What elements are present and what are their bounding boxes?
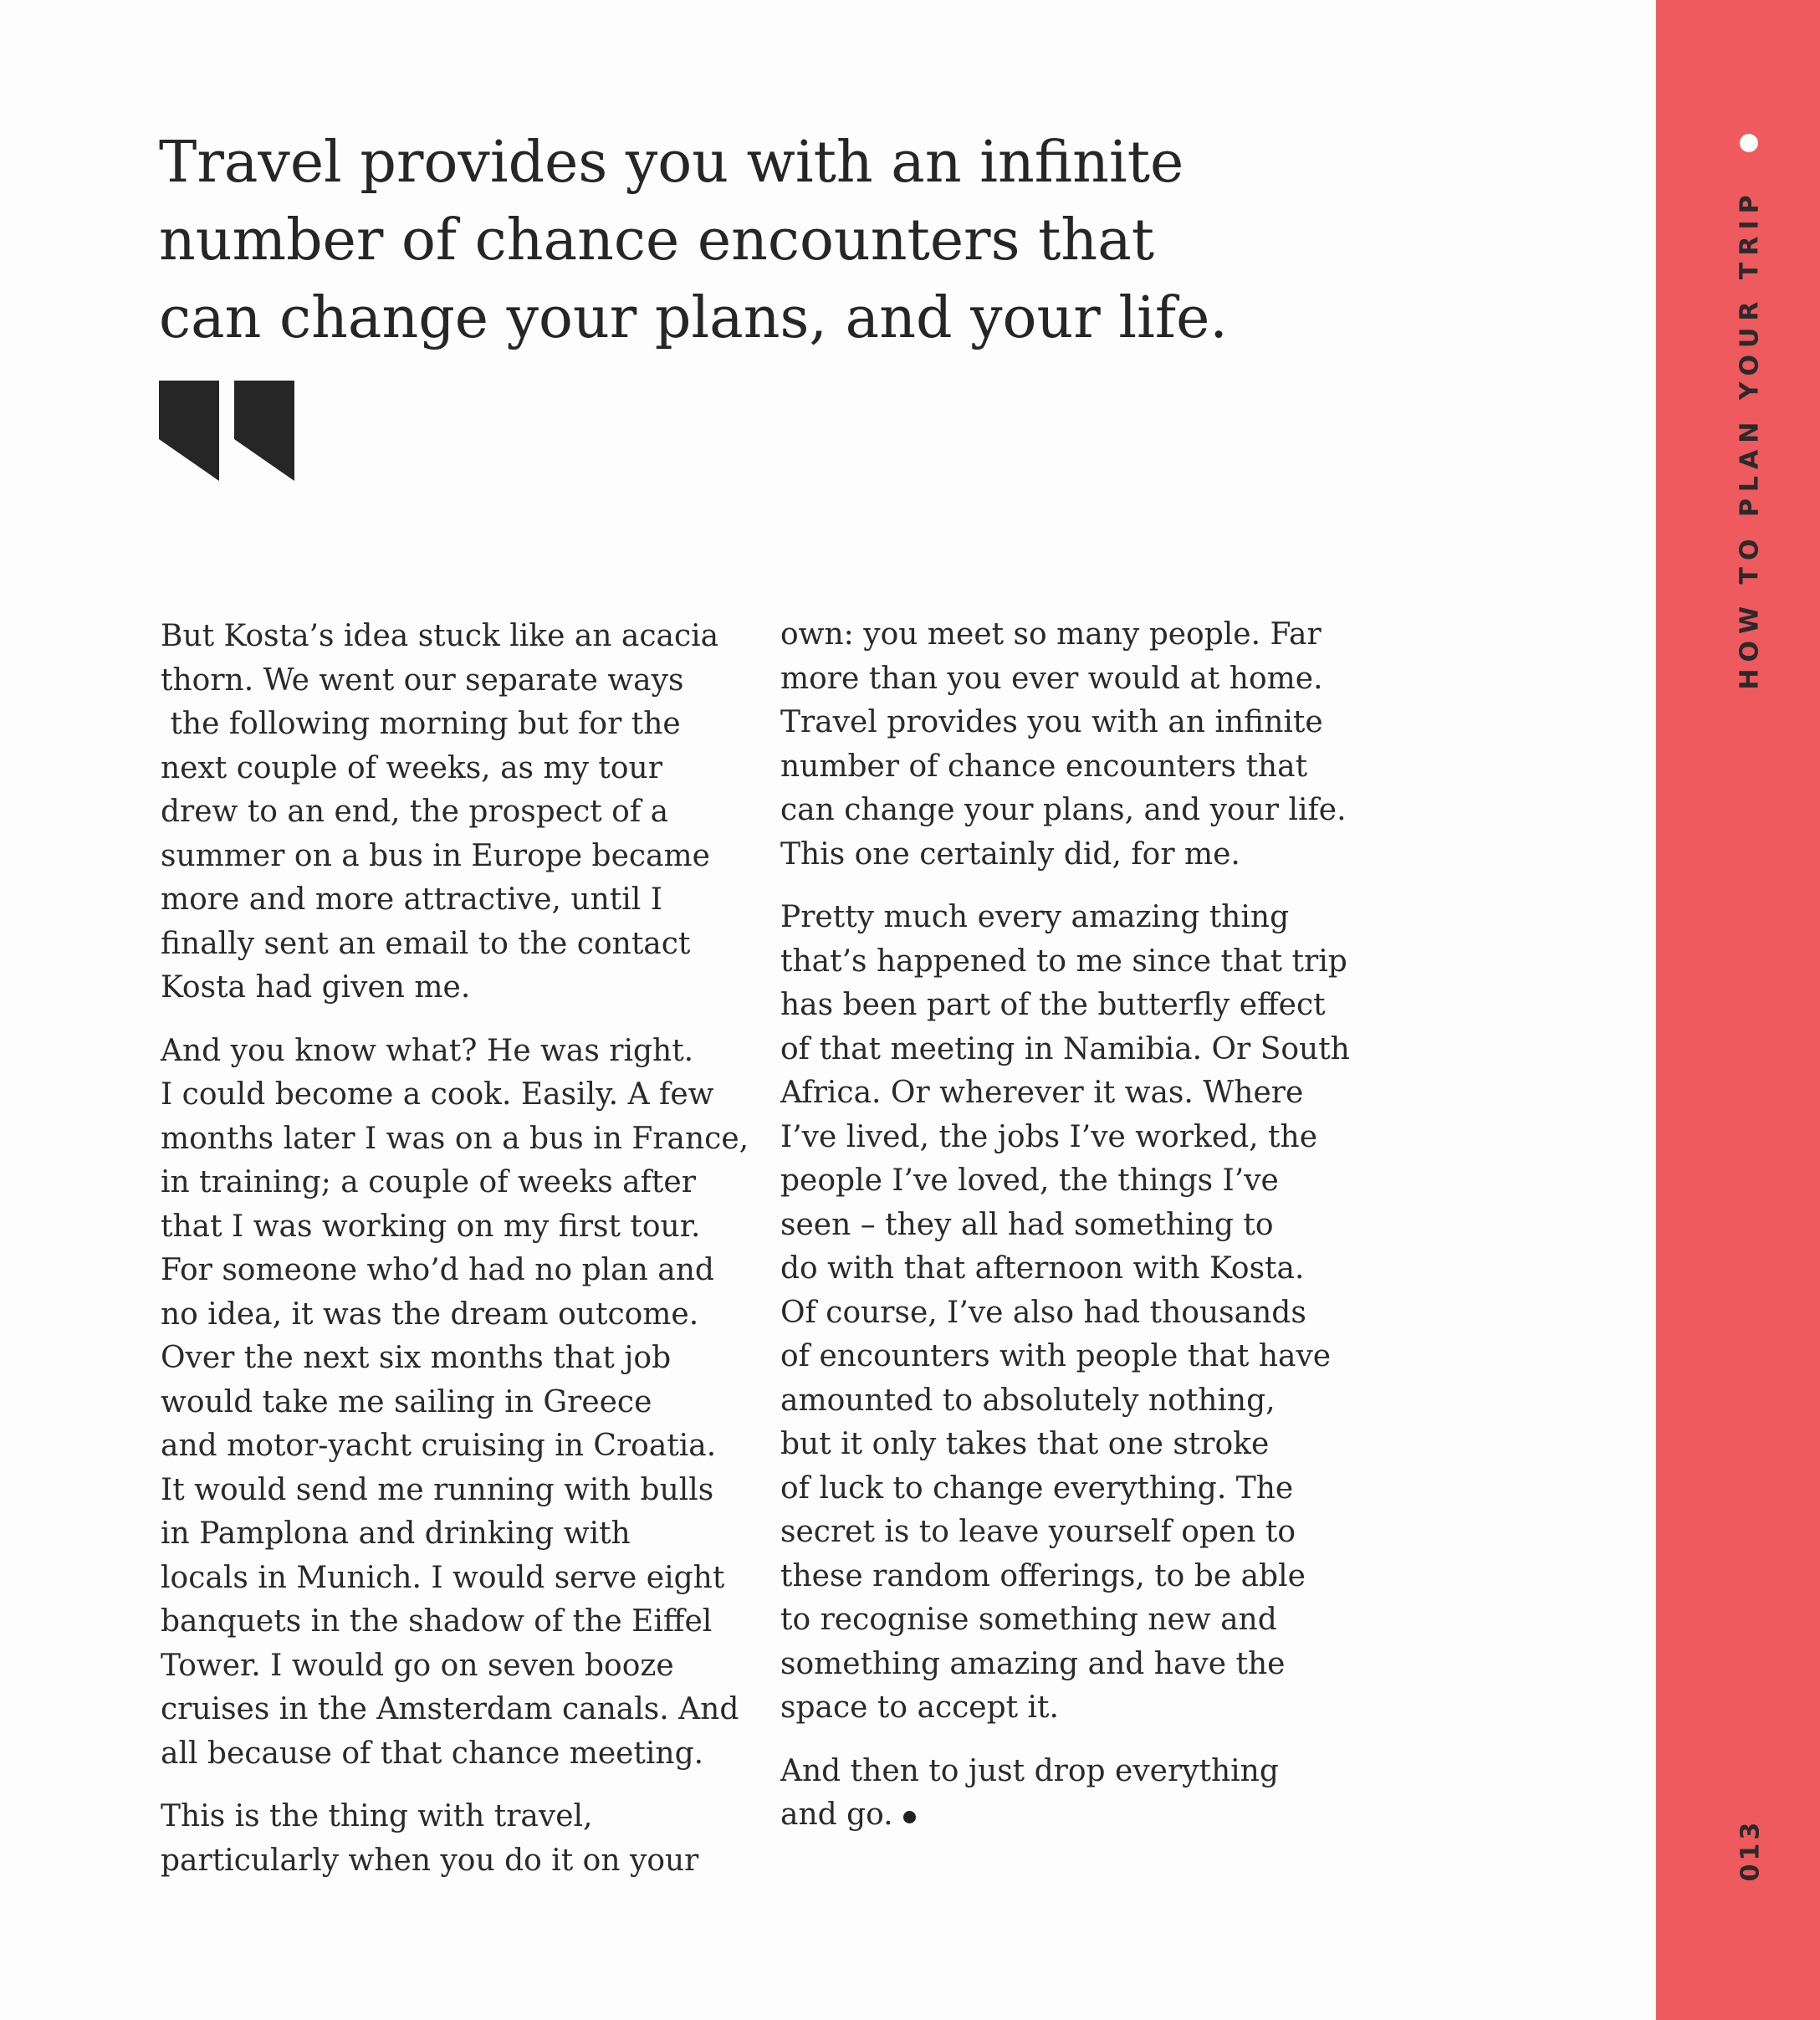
text-line: no idea, it was the dream outcome. — [161, 1296, 699, 1332]
text-line: It would send me running with bulls — [161, 1472, 714, 1507]
text-line: something amazing and have the — [780, 1646, 1286, 1681]
pull-quote-line: Travel provides you with an infinite — [159, 130, 1184, 196]
text-line: all because of that chance meeting. — [161, 1736, 704, 1771]
text-line: Travel provides you with an infinite — [780, 705, 1323, 739]
text-line: can change your plans, and your life. — [780, 793, 1347, 827]
paragraph — [161, 1795, 746, 1883]
text-line: in training; a couple of weeks after — [161, 1165, 696, 1199]
text-line: that’s happened to me since that trip — [780, 944, 1347, 979]
text-line: I’ve lived, the jobs I’ve worked, the — [780, 1119, 1318, 1154]
text-line: Over the next six months that job — [161, 1341, 672, 1375]
text-line: Kosta had given me. — [161, 970, 471, 1005]
text-line: and motor-yacht cruising in Croatia. — [161, 1429, 717, 1463]
text-line: Africa. Or wherever it was. Where — [780, 1076, 1304, 1110]
text-line: This is the thing with travel, — [161, 1799, 593, 1833]
text-line: And then to just drop everything — [780, 1753, 1279, 1788]
text-line: secret is to leave yourself open to — [780, 1515, 1296, 1549]
text-line: But Kosta’s idea stuck like an acacia — [161, 619, 719, 653]
text-line: people I’ve loved, the things I’ve — [780, 1163, 1279, 1198]
text-line: cruises in the Amsterdam canals. And — [161, 1692, 739, 1726]
text-line: And you know what? He was right. — [161, 1033, 694, 1068]
pull-quote — [159, 124, 1271, 357]
text-line: do with that afternoon with Kosta. — [780, 1251, 1305, 1286]
text-line: that I was working on my first tour. — [161, 1209, 701, 1244]
text-line: summer on a bus in Europe became — [161, 838, 710, 873]
text-line: own: you meet so many people. Far — [780, 617, 1322, 652]
text-line: to recognise something new and — [780, 1603, 1277, 1637]
text-line: more and more attractive, until I — [161, 882, 662, 917]
text-fragment: and go. — [780, 1798, 893, 1832]
text-line: months later I was on a bus in France, — [161, 1121, 749, 1156]
text-line: banquets in the shadow of the Eiffel — [161, 1604, 713, 1639]
text-line: For someone who’d had no plan and — [161, 1253, 714, 1287]
text-line: This one certainly did, for me. — [780, 836, 1240, 872]
paragraph — [161, 615, 746, 1010]
text-line: finally sent an email to the contact — [161, 926, 691, 961]
text-line: thorn. We went our separate ways — [161, 662, 684, 698]
pull-quote-line: can change your plans, and your life. — [159, 285, 1228, 351]
text-line: would take me sailing in Greece — [161, 1384, 652, 1419]
text-line: Pretty much every amazing thing — [780, 900, 1290, 934]
section-title: HOW TO PLAN YOUR TRIP — [1735, 188, 1765, 690]
text-line: more than you ever would at home. — [780, 661, 1323, 696]
text-line: locals in Munich. I would serve eight — [161, 1560, 725, 1595]
text-line: of that meeting in Namibia. Or South — [780, 1031, 1350, 1066]
left-column — [161, 615, 749, 1902]
text-line: Of course, I’ve also had thousands — [780, 1295, 1306, 1330]
paragraph — [780, 613, 1366, 877]
text-line: of encounters with people that have — [780, 1339, 1332, 1373]
text-line — [780, 1793, 1366, 1838]
text-line: seen – they all had something to — [780, 1207, 1274, 1242]
text-line: these random offerings, to be able — [780, 1558, 1306, 1593]
text-line: particularly when you do it on your — [161, 1843, 699, 1878]
text-line: but it only takes that one stroke — [780, 1427, 1270, 1461]
text-line: in Pamplona and drinking with — [161, 1516, 631, 1551]
text-line: the following morning but for the — [161, 707, 681, 741]
section-dot-icon — [1740, 134, 1758, 152]
end-mark-icon — [903, 1811, 916, 1823]
pull-quote-line: number of chance encounters that — [159, 207, 1155, 274]
closing-quote-mark-icon — [159, 381, 294, 481]
text-line: amounted to absolutely nothing, — [780, 1383, 1276, 1418]
text-line: of luck to change everything. The — [780, 1470, 1294, 1506]
paragraph — [780, 896, 1366, 1731]
page-number: 013 — [1736, 1818, 1766, 1882]
paragraph — [161, 1030, 749, 1777]
right-column — [780, 613, 1366, 1857]
text-line: drew to an end, the prospect of a — [161, 795, 669, 829]
text-line: next couple of weeks, as my tour — [161, 750, 662, 785]
paragraph — [780, 1750, 1366, 1838]
text-line: number of chance encounters that — [780, 749, 1308, 784]
text-line: space to accept it. — [780, 1690, 1059, 1725]
text-line: Tower. I would go on seven booze — [161, 1648, 674, 1683]
text-line: has been part of the butterfly effect — [780, 988, 1326, 1022]
text-line: I could become a cook. Easily. A few — [161, 1077, 714, 1112]
